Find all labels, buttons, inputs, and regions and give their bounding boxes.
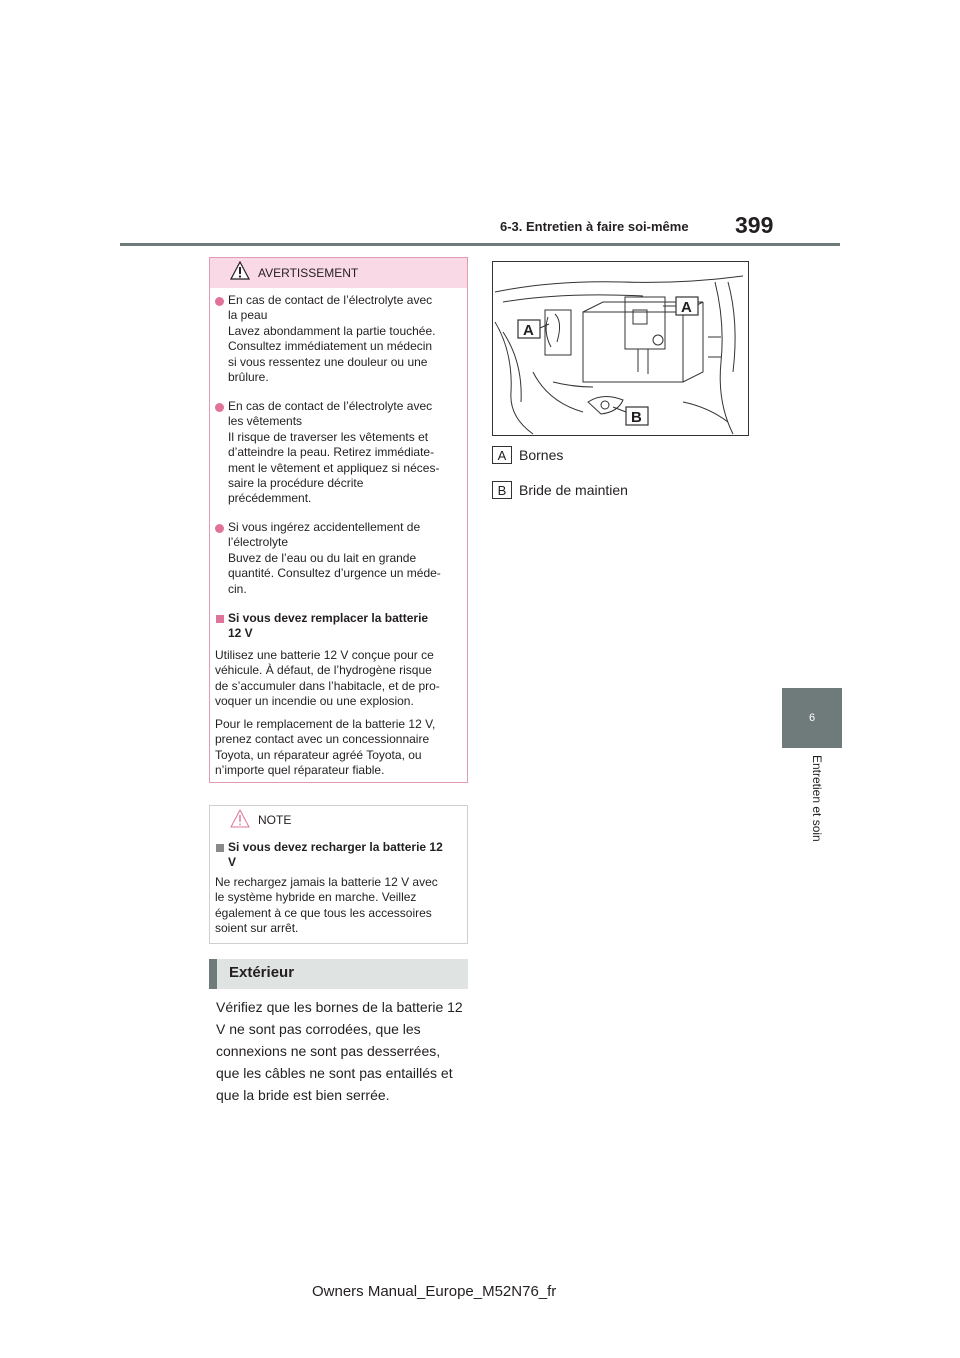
warning-header (210, 258, 467, 288)
bullet-dot-icon (215, 297, 224, 306)
warning-triangle-icon (230, 261, 250, 281)
warning-paragraph-1: Utilisez une batterie 12 V conçue pour ce véhicule. À défaut, de l’hydrogène risque de s’accumuler dans l’habitacle, et de pro- voquer un incendie ou une explosion. (215, 648, 440, 709)
note-box (209, 805, 468, 944)
battery-illustration (492, 261, 749, 436)
chapter-tab: 6 (782, 688, 842, 748)
note-title: NOTE (258, 813, 292, 827)
chapter-side-label: Entretien et soin (810, 755, 824, 842)
bullet-dot-icon (215, 403, 224, 412)
battery-drawing (493, 262, 748, 435)
note-header (210, 806, 467, 834)
callout-a-right: A (681, 299, 692, 316)
legend-text: Bornes (519, 447, 564, 463)
legend-letter-box: B (492, 481, 512, 499)
warning-bullet-1: En cas de contact de l’électrolyte avec la peau Lavez abondamment la partie touchée. Consultez immédiatement un médecin si vous ressentez une douleur ou une brûlure. (228, 293, 436, 385)
page-number: 399 (735, 212, 774, 238)
warning-subheading: Si vous devez remplacer la batterie 12 V (228, 611, 429, 641)
warning-box (209, 257, 468, 783)
footer-text: Owners Manual_Europe_M52N76_fr (312, 1283, 557, 1300)
warning-title: AVERTISSEMENT (258, 266, 359, 280)
legend-text: Bride de maintien (519, 482, 628, 498)
legend-letter-box: A (492, 446, 512, 464)
header-rule (120, 243, 840, 246)
note-subheading: Si vous devez recharger la batterie 12 V (228, 840, 443, 870)
bullet-dot-icon (215, 524, 224, 533)
callout-a-left: A (523, 322, 534, 339)
bullet-square-icon (216, 615, 224, 623)
warning-bullet-2: En cas de contact de l’électrolyte avec les vêtements Il risque de traverser les vêtements et d’atteindre la peau. Retirez immédiate- ment le vêtement et appliquez si néces- saire la procédure décrite précédemment. (228, 399, 440, 506)
note-paragraph: Ne rechargez jamais la batterie 12 V avec le système hybride en marche. Veillez également à ce que tous les accessoires soient sur arrêt. (215, 875, 438, 936)
bullet-square-icon (216, 844, 224, 852)
warning-bullet-3: Si vous ingérez accidentellement de l’électrolyte Buvez de l’eau ou du lait en grande quantité. Consultez d’urgence un méde- cin. (228, 520, 441, 596)
callout-b: B (631, 409, 642, 426)
heading-accent-bar (209, 959, 217, 989)
section-title: 6-3. Entretien à faire soi-même (500, 219, 689, 234)
warning-paragraph-2: Pour le remplacement de la batterie 12 V, prenez contact avec un concessionnaire Toyota, un réparateur agréé Toyota, ou n’importe quel réparateur fiable. (215, 717, 436, 778)
exterior-heading-text: Extérieur (229, 964, 295, 981)
exterior-paragraph: Vérifiez que les bornes de la batterie 12 V ne sont pas corrodées, que les connexions ne sont pas desserrées, que les câbles ne sont pas entaillés et que la bride est bien serrée. (216, 999, 463, 1103)
exterior-heading (209, 959, 468, 989)
caution-triangle-icon (230, 809, 250, 829)
